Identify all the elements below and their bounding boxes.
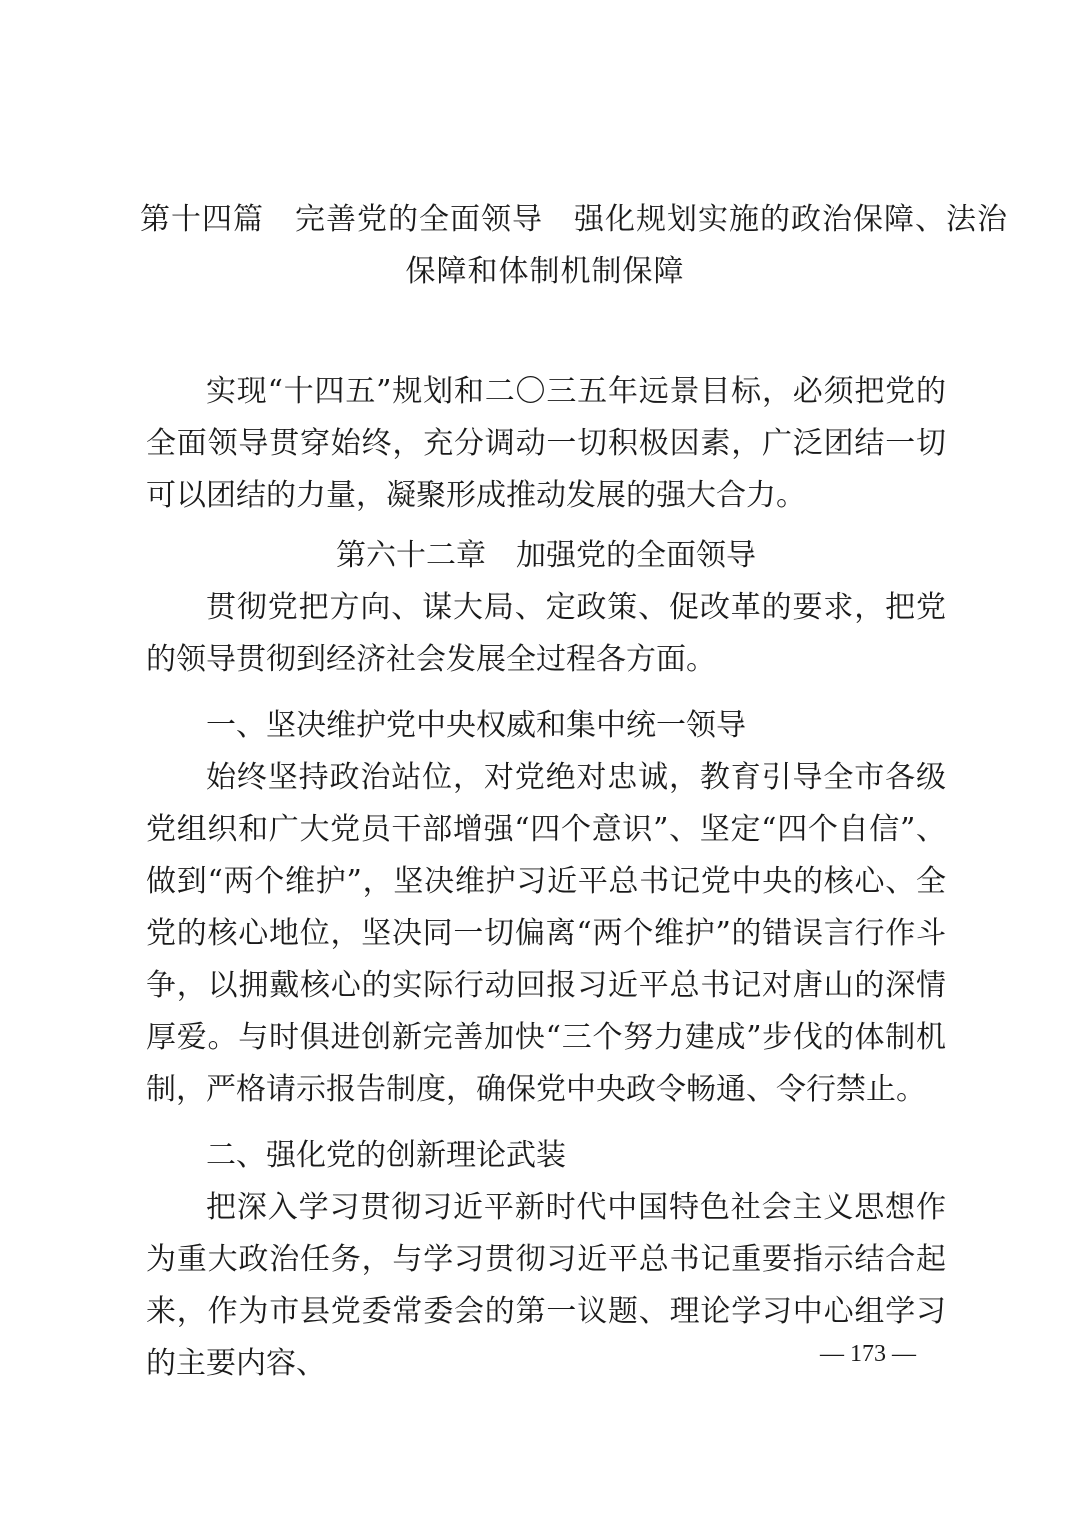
chapter-intro-paragraph: 贯彻党把方向、谋大局、定政策、促改革的要求，把党的领导贯彻到经济社会发展全过程各方面。 xyxy=(146,590,946,677)
chapter-title: 第六十二章 加强党的全面领导 xyxy=(336,538,756,573)
section-1-body: 始终坚持政治站位，对党绝对忠诚，教育引导全市各级党组织和广大党员干部增强“四个意识”、坚定“四个自信”、做到“两个维护”，坚决维护习近平总书记党中央的核心、全党的核心地位，坚决同一切偏离“两个维护”的错误言行作斗争，以拥戴核心的实际行动回报习近平总书记对唐山的深情厚爱。与时俱进创新完善加快“三个努力建成”步伐的体制机制，严格请示报告制度，确保党中央政令畅通、令行禁止。 xyxy=(146,760,946,1107)
section-2-body: 把深入学习贯彻习近平新时代中国特色社会主义思想作为重大政治任务，与学习贯彻习近平总书记重要指示结合起来，作为市县党委常委会的第一议题、理论学习中心组学习的主要内容、 xyxy=(146,1190,946,1381)
document-body xyxy=(146,366,946,1390)
section-1-heading: 一、坚决维护党中央权威和集中统一领导 xyxy=(206,708,746,743)
section-2-heading: 二、强化党的创新理论武装 xyxy=(206,1138,566,1173)
intro-paragraph: 实现“十四五”规划和二〇三五年远景目标，必须把党的全面领导贯穿始终，充分调动一切积极因素，广泛团结一切可以团结的力量，凝聚形成推动发展的强大合力。 xyxy=(146,374,946,513)
part-title-line-2: 保障和体制机制保障 xyxy=(405,254,685,289)
part-title-line-1: 第十四篇 完善党的全面领导 强化规划实施的政治保障、法治 xyxy=(140,202,1008,237)
page-number: — 173 — xyxy=(820,1341,916,1367)
part-title xyxy=(140,194,1008,298)
